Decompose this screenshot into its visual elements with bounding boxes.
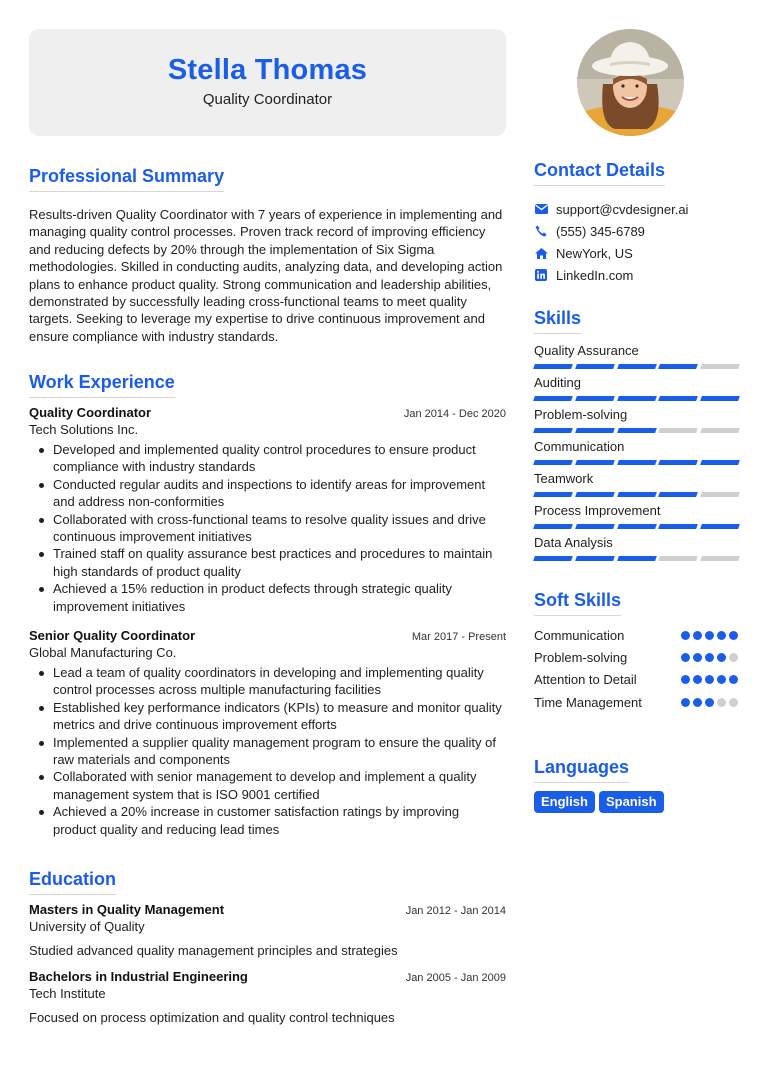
contact-email[interactable] <box>534 198 739 220</box>
contact-phone[interactable] <box>534 220 739 242</box>
skill-item <box>534 375 739 407</box>
skill-level-segment <box>700 524 740 529</box>
languages-heading: Languages <box>534 757 629 783</box>
soft-skills-list <box>534 624 739 713</box>
rating-dot <box>717 631 726 640</box>
envelope-icon <box>534 202 548 216</box>
soft-skill-item <box>534 646 739 668</box>
soft-skill-rating <box>681 653 738 662</box>
rating-dot <box>729 675 738 684</box>
skill-level-segment <box>617 524 657 529</box>
rating-dot <box>681 653 690 662</box>
skill-level-bar <box>534 492 739 497</box>
rating-dot <box>693 698 702 707</box>
rating-dot <box>717 653 726 662</box>
skills-heading: Skills <box>534 308 581 334</box>
contact-location-text: NewYork, US <box>556 245 633 261</box>
skill-label: Process Improvement <box>534 503 661 518</box>
job-title: Senior Quality Coordinator <box>29 628 196 643</box>
skill-label: Quality Assurance <box>534 343 639 358</box>
soft-skills-heading: Soft Skills <box>534 590 621 616</box>
skill-level-segment <box>533 556 573 561</box>
skill-level-bar <box>534 524 739 529</box>
home-icon <box>534 246 548 260</box>
skill-level-segment <box>575 396 615 401</box>
contact-list <box>534 198 739 286</box>
skill-level-segment <box>617 428 657 433</box>
job-bullets <box>29 664 506 838</box>
skill-level-segment <box>658 396 698 401</box>
job-bullet: Conducted regular audits and inspections to identify areas for improvement and address non-conformities <box>29 476 506 511</box>
skill-item <box>534 503 739 535</box>
skill-level-segment <box>617 492 657 497</box>
skill-item <box>534 535 739 567</box>
skill-level-segment <box>658 492 698 497</box>
education-description: Focused on process optimization and quality control techniques <box>29 1010 395 1025</box>
soft-skill-label: Communication <box>534 627 625 643</box>
candidate-name: Stella Thomas <box>167 54 368 86</box>
education-description: Studied advanced quality management principles and strategies <box>29 943 398 958</box>
skill-level-segment <box>658 460 698 465</box>
skill-item <box>534 439 739 471</box>
soft-skill-rating <box>681 675 738 684</box>
soft-skill-item <box>534 691 739 713</box>
skill-level-segment <box>700 428 740 433</box>
rating-dot <box>681 631 690 640</box>
resume-header <box>29 29 506 136</box>
contact-location <box>534 242 739 264</box>
skill-label: Data Analysis <box>534 535 613 550</box>
job-date: Jan 2014 - Dec 2020 <box>403 408 506 420</box>
rating-dot <box>729 631 738 640</box>
skill-level-segment <box>700 492 740 497</box>
education-heading: Education <box>29 869 116 895</box>
skill-level-bar <box>534 364 739 369</box>
linkedin-icon <box>534 268 548 282</box>
contact-phone-text: (555) 345-6789 <box>556 223 645 239</box>
skill-level-segment <box>533 492 573 497</box>
job-title: Quality Coordinator <box>29 405 152 420</box>
skill-level-segment <box>658 364 698 369</box>
skill-level-segment <box>575 428 615 433</box>
skill-level-segment <box>575 460 615 465</box>
job-bullets <box>29 441 506 615</box>
candidate-role: Quality Coordinator <box>202 91 333 108</box>
rating-dot <box>705 698 714 707</box>
job-bullet: Developed and implemented quality control procedures to ensure product compliance with industry standards <box>29 441 506 476</box>
language-tag: English <box>534 791 595 813</box>
skill-level-bar <box>534 460 739 465</box>
job-company: Global Manufacturing Co. <box>29 645 177 660</box>
work-experience-heading: Work Experience <box>29 372 175 398</box>
job-bullet: Implemented a supplier quality management program to ensure the quality of raw materials and components <box>29 734 506 769</box>
rating-dot <box>729 698 738 707</box>
skill-level-segment <box>575 364 615 369</box>
rating-dot <box>729 653 738 662</box>
skill-level-segment <box>658 428 698 433</box>
rating-dot <box>681 698 690 707</box>
skill-level-segment <box>658 556 698 561</box>
degree-title: Bachelors in Industrial Engineering <box>29 969 248 984</box>
language-tag: Spanish <box>599 791 664 813</box>
skill-level-segment <box>533 428 573 433</box>
job-entry <box>29 405 506 615</box>
rating-dot <box>705 675 714 684</box>
skill-level-segment <box>533 396 573 401</box>
skill-level-segment <box>658 524 698 529</box>
skill-level-segment <box>533 524 573 529</box>
skill-level-bar <box>534 556 739 561</box>
job-date: Mar 2017 - Present <box>411 631 506 643</box>
skill-level-segment <box>617 556 657 561</box>
skill-item <box>534 407 739 439</box>
skills-list <box>534 343 739 567</box>
education-date: Jan 2005 - Jan 2009 <box>405 972 506 984</box>
soft-skill-item <box>534 669 739 691</box>
contact-email-text: support@cvdesigner.ai <box>556 201 689 217</box>
job-bullet: Trained staff on quality assurance best practices and procedures to maintain high standards of product quality <box>29 545 506 580</box>
education-date: Jan 2012 - Jan 2014 <box>405 905 506 917</box>
skill-level-bar <box>534 428 739 433</box>
job-bullet: Achieved a 20% increase in customer satisfaction ratings by improving product quality and reducing lead times <box>29 803 506 838</box>
contact-heading: Contact Details <box>534 160 665 186</box>
skill-item <box>534 471 739 503</box>
job-company: Tech Solutions Inc. <box>29 422 139 437</box>
skill-level-segment <box>575 556 615 561</box>
contact-linkedin[interactable] <box>534 264 739 286</box>
soft-skill-label: Time Management <box>534 694 642 710</box>
soft-skill-rating <box>681 698 738 707</box>
school-name: Tech Institute <box>29 986 106 1001</box>
school-name: University of Quality <box>29 919 145 934</box>
job-bullet: Lead a team of quality coordinators in developing and implementing quality control processes across multiple manufacturing facilities <box>29 664 506 699</box>
rating-dot <box>717 675 726 684</box>
soft-skill-rating <box>681 631 738 640</box>
contact-linkedin-text: LinkedIn.com <box>556 267 634 283</box>
skill-level-bar <box>534 396 739 401</box>
rating-dot <box>717 698 726 707</box>
skill-level-segment <box>700 396 740 401</box>
job-entry <box>29 628 506 838</box>
skill-level-segment <box>533 460 573 465</box>
profile-photo <box>577 29 684 136</box>
degree-title: Masters in Quality Management <box>29 902 225 917</box>
summary-text: Results-driven Quality Coordinator with 7 years of experience in implementing and managing quality control processes. Proven track record of improving efficiency and reducing defects by 20% through the implementation of Six Sigma methodologies. Skilled in conducting audits, analyzing data, and developing action plans to enhance product quality. Strong communication and leadership abilities, demonstrated by successfully leading cross-functional teams to meet quality targets. Seeking to leverage my expertise to drive continuous improvement and ensure compliance with industry standards. <box>29 207 503 344</box>
skill-label: Communication <box>534 439 625 454</box>
skill-level-segment <box>575 492 615 497</box>
rating-dot <box>693 631 702 640</box>
rating-dot <box>681 675 690 684</box>
skill-item <box>534 343 739 375</box>
summary-heading: Professional Summary <box>29 166 224 192</box>
job-bullet: Achieved a 15% reduction in product defects through strategic quality improvement initiatives <box>29 580 506 615</box>
rating-dot <box>693 653 702 662</box>
skill-level-segment <box>575 524 615 529</box>
soft-skill-label: Attention to Detail <box>534 672 637 688</box>
education-entry <box>29 969 506 1025</box>
skill-level-segment <box>700 460 740 465</box>
skill-label: Teamwork <box>534 471 594 486</box>
skill-level-segment <box>700 556 740 561</box>
skill-level-segment <box>617 460 657 465</box>
skill-label: Problem-solving <box>534 407 628 422</box>
soft-skill-item <box>534 624 739 646</box>
rating-dot <box>705 631 714 640</box>
rating-dot <box>705 653 714 662</box>
job-bullet: Established key performance indicators (KPIs) to measure and monitor quality metrics and drive continuous improvement efforts <box>29 699 506 734</box>
phone-icon <box>534 224 548 238</box>
skill-level-segment <box>617 364 657 369</box>
skill-level-segment <box>617 396 657 401</box>
education-entry <box>29 902 506 958</box>
job-bullet: Collaborated with senior management to develop and implement a quality management system that is ISO 9001 certified <box>29 768 506 803</box>
skill-label: Auditing <box>534 375 581 390</box>
soft-skill-label: Problem-solving <box>534 649 628 665</box>
skill-level-segment <box>700 364 740 369</box>
rating-dot <box>693 675 702 684</box>
languages-list <box>534 791 664 813</box>
job-bullet: Collaborated with cross-functional teams to resolve quality issues and drive continuous improvement initiatives <box>29 511 506 546</box>
skill-level-segment <box>533 364 573 369</box>
